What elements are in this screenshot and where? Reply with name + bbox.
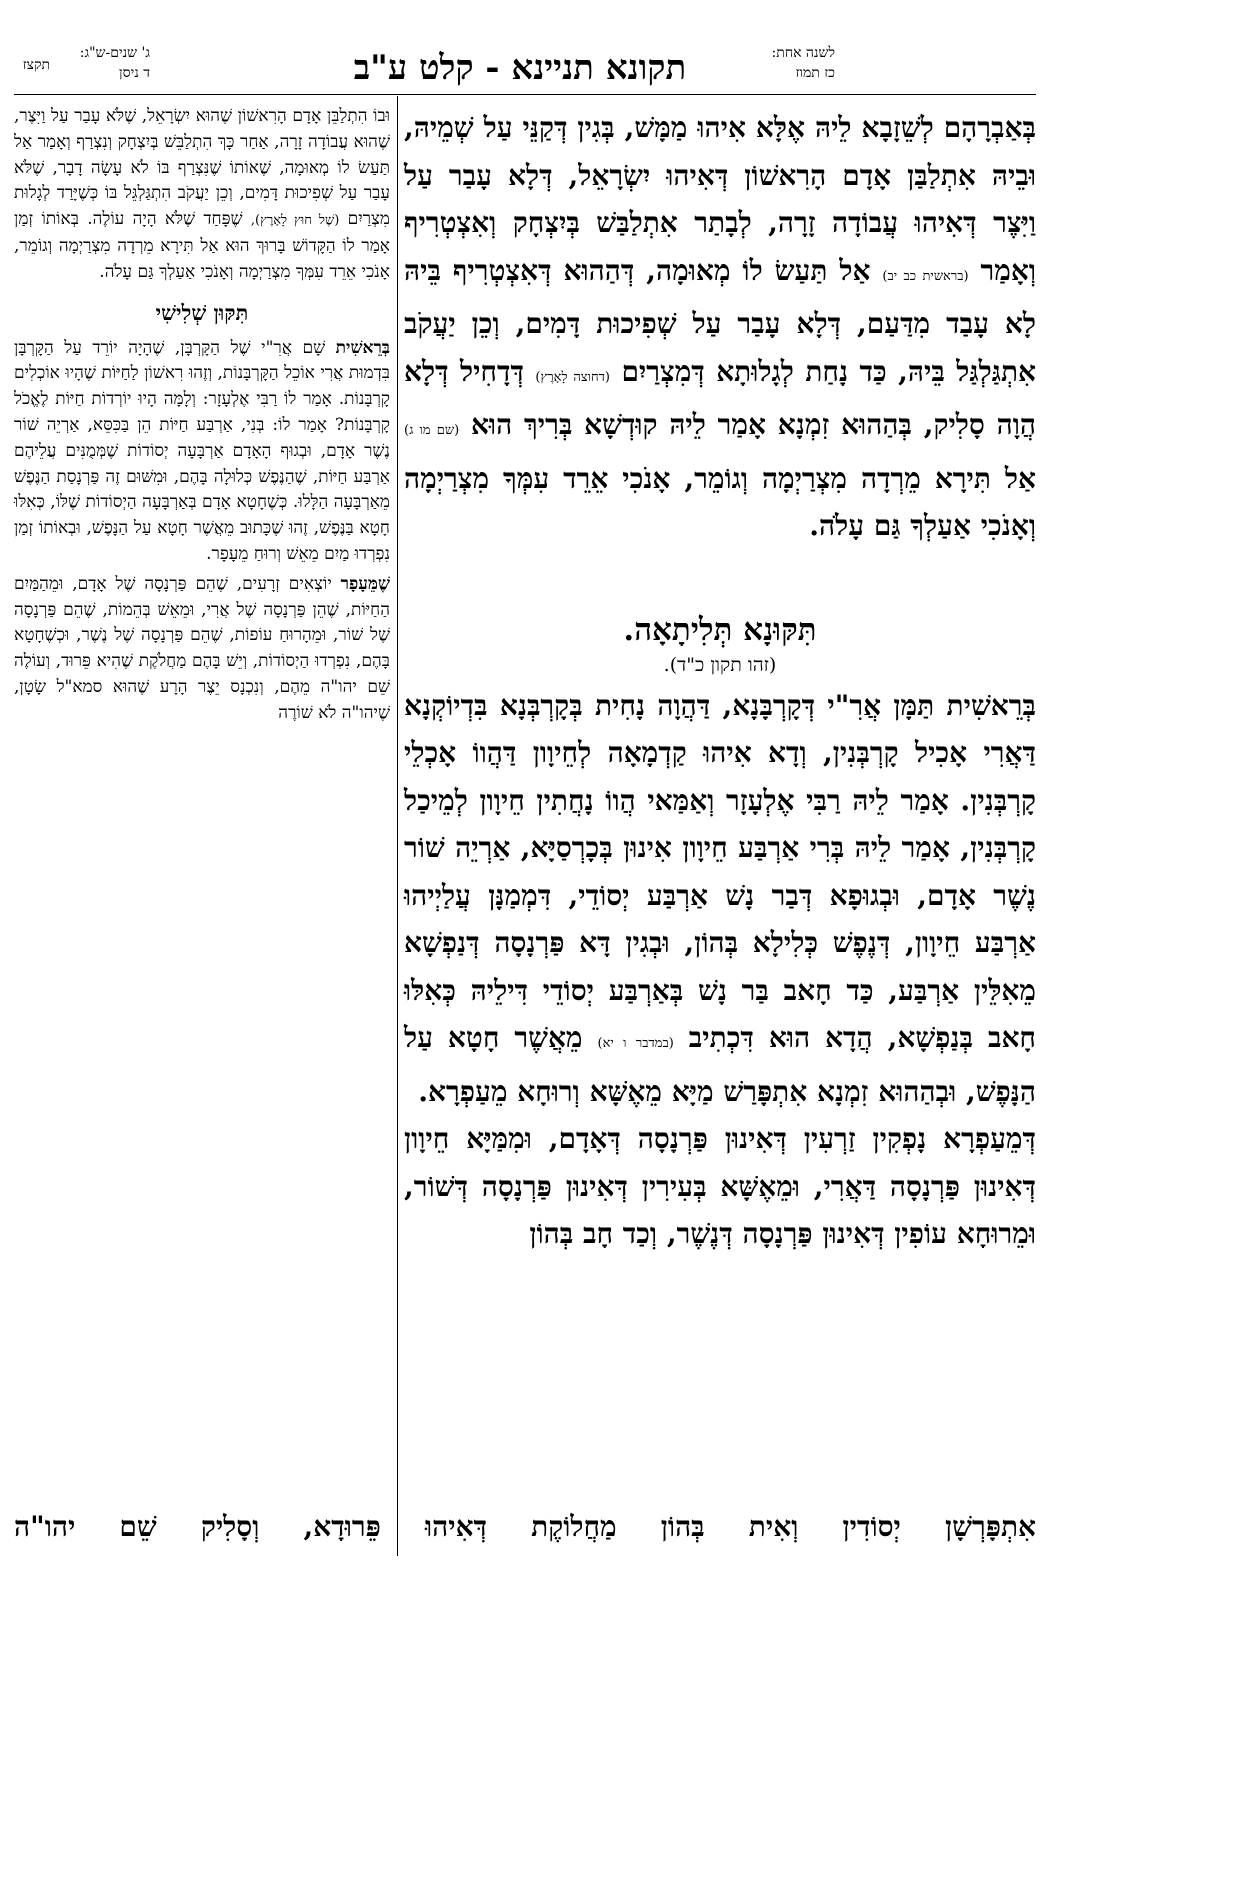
translation-heading: תִּקּוּן שְׁלִישִׁי <box>155 299 249 325</box>
translation-paragraph-2-lead: בְּרֵאשִׁית <box>335 337 390 358</box>
main-paragraph-2-text-b: מֵאֲשֶׁר חָטָא עַל הַנָּפֶשׁ, וּבְהַהוּא זִמְנָא אִתְפָּרַשׁ מַיָּא מֵאֶשָּׁא וְרוּחָא מֵעַפְרָא. <box>404 1021 1036 1108</box>
translation-paragraph-3-lead: שֶׁמֵּעָפָר <box>340 573 390 594</box>
header-left-dates: ג' שנים-ש"ג: <box>79 45 150 61</box>
citation-outside-land: (דחוצה לָאָרֶץ) <box>535 369 610 385</box>
translation-column <box>14 104 390 731</box>
translation-paragraph-1-text-a: וּבוֹ הִתְלַבֵּן אָדָם הָרִאשׁוֹן שֶׁהוּא יִשְׂרָאֵל, שֶׁלֹּא עָבַר עַל וַיִּצֶר, שֶׁהוּא עֲבוֹדָה זָרָה, אַחַר כָּךְ הִתְלַבֵּשׁ בְּיִצְחָק וְנִצְרַף וְאָמַר אַל תַּעַשׂ לוֹ מְאוּמָה, שֶׁאוֹתוֹ שֶׁנִּצְרַף בּוֹ לֹא עָשָׂה דָבָר, שֶׁלֹּא עָבַר עַל שְׁפִיכוּת דָּמִים, וְכֵן יַעֲקֹב הִתְגַּלְגֵּל בּוֹ כְּשֶׁיָּרַד לְגָלוּת מִצְרַיִם <box>14 106 390 230</box>
bottom-full-width-line: אִתְפָּרְשָׁן יְסוֹדִין וְאִית בְּהוֹן מַחֲלוֹקֶת דְּאִיהוּ פֵּרוּדָא, וְסָלִיק שֵׁם יהו"ה <box>14 1510 1036 1543</box>
column-divider <box>397 96 398 1556</box>
header-left-date2: ד ניסן <box>119 65 150 81</box>
main-paragraph-1-text-c: דְּדָחִיל דְּלָא הֲוָה סָלִיק, בְּהַהוּא זִמְנָא אָמַר לֵיהּ קוּדְשָׁא בְּרִיךְ הוּא <box>404 354 1036 441</box>
translation-paragraph-3-text: יוֹצְאִים זְרָעִים, שֶׁהֵם פַּרְנָסָה שֶׁל אָדָם, וּמֵהַמַּיִם הַחַיּוֹת, שֶׁהֵן פַּרְנָסָה שֶׁל אֲרִי, וּמֵאֵשׁ בְּהֵמוֹת, שֶׁהֵם פַּרְנָסָה שֶׁל שׁוֹר, וּמֵהָרוּחַ עוֹפוֹת, שֶׁהֵם פַּרְנָסָה שֶׁל נֶשֶׁר, וּכְשֶׁחָטָא בָּהֶם, נִפְרְדוּ הַיְסוֹדוֹת, וְיֵשׁ בָּהֶם מַחֲלֹקֶת שֶׁהִיא פֵּרוּד, וְעוֹלֶה שֵׁם יהו"ה מֵהֶם, וְנִכְנָס יֵצֶר הָרָע שֶׁהוּא סמא"ל שָׂטָן, שֶׁיהו"ה לֹא שׁוֹרֶה <box>14 573 390 723</box>
section-subheading: (זהו תקון כ"ד). <box>663 653 777 676</box>
translation-paragraph-2-text: שָׁם אֲרִ"י שֶׁל הַקָּרְבָּן, שֶׁהָיָה יוֹרֵד עַל הַקָּרְבָּן בִּדְמוּת אֲרִי אוֹכֵל הַקָּרְבָּנוֹת, וְזֶהוּ רִאשׁוֹן לַחַיּוֹת שֶׁהָיוּ אוֹכְלִים קָרְבָּנוֹת. אָמַר לוֹ רַבִּי אֶלְעָזָר: וְלָמָּה הָיוּ יוֹרְדוֹת חַיּוֹת לֶאֱכֹל קָרְבָּנוֹת? אָמַר לוֹ: בְּנִי, אַרְבַּע חַיּוֹת הֵן בַּכִּסֵּא, אַרְיֵה שׁוֹר נֶשֶׁר אָדָם, וּבְגוּף הָאָדָם אַרְבָּעָה יְסוֹדוֹת שֶׁמְּמֻנִּים עֲלֵיהֶם אַרְבַּע חַיּוֹת, שֶׁהַנֶּפֶשׁ כְּלוּלָה בָּהֶם, וּמִשּׁוּם זֶה פַּרְנָסַת הַנֶּפֶשׁ מֵאַרְבָּעָה הַלָּלוּ. כְּשֶׁחָטָא אָדָם בְּאַרְבָּעָה הַיְסוֹדוֹת שֶׁלּוֹ, כְּאִלּוּ חָטָא בַּנֶּפֶשׁ, זֶהוּ שֶׁכָּתוּב מֵאֲשֶׁר חָטָא עַל הַנָּפֶשׁ, וּבְאוֹתוֹ זְמַן נִפְרְדוּ מַיִם מֵאֵשׁ וְרוּחַ מֵעָפָר. <box>14 337 390 564</box>
translation-citation: (שֶׁל חוּץ לָאָרֶץ), <box>250 213 340 229</box>
header-right-date: כז תמוז <box>795 65 835 81</box>
main-paragraph-1-text-a: בְּאַבְרָהָם לְשֵׁזָבָא לֵיהּ אֶלָּא אִיהוּ מַמָּשׁ, בְּגִין דְּקַנֵּי עַל שְׁמֵיהּ, וּבֵיהּ אִתְלַבַּן אָדָם הָרִאשׁוֹן דְּאִיהוּ יִשְׂרָאֵל, דְּלָא עָבַר עַל וַיִּצֶר דְּאִיהוּ עֲבוֹדָה זָרָה, לְבָתַר אִתְלַבַּשׁ בְּיִצְחָק וְאִצְטְרִיף וְאָמַר <box>404 111 1037 287</box>
main-paragraph-1-text-b: אַל תַּעַשׂ לוֹ מְאוּמָה, דְּהַהוּא דְּאִצְטְרִיף בֵּיהּ לָא עָבַד מִדַּעַם, דְּלָא עָבַר עַל שְׁפִיכוּת דָּמִים, וְכֵן יַעֲקֹב אִתְגַּלְגַּל בֵּיהּ, כַּד נָחַת לְגָלוּתָא דְּמִצְרַיִם <box>404 253 1037 388</box>
section-heading: תִּקּוּנָא תְּלִיתָאָה. <box>623 611 817 648</box>
main-paragraph-1 <box>404 104 1036 550</box>
citation-genesis: (בראשית כב יב) <box>882 268 969 284</box>
header-rule <box>14 94 1036 95</box>
translation-paragraph-3 <box>14 572 390 727</box>
main-paragraph-1-text-d: אַל תִּירָא מֵרְדָה מִצְרַיְמָה וְגוֹמֵר, אָנֹכִי אֵרֵד עִמְּךָ מִצְרַיְמָה וְאָנֹכִי אַעַלְךָ גַּם עָלֹה. <box>404 461 1036 542</box>
page-title: תקונא תניינא - קלט ע"ב <box>353 48 687 88</box>
citation-numbers: (במדבר ו יא) <box>597 1036 674 1051</box>
main-paragraph-2-text-a: בְּרֵאשִׁית תַּמָּן אֲרִ"י דְּקָרְבָּנָא, דַּהֲוָה נָחִית בְּקָרְבְּנָא בִּדְיוֹקְנָא דַּאֲרִי אָכִיל קָרְבְּנִין, וְדָא אִיהוּ קַדְמָאָה לְחֵיוָון דַּהֲווֹ אָכְלֵי קָרְבְּנִין. אָמַר לֵיהּ רַבִּי אֶלְעָזָר וְאַמַּאי הֲווֹ נָחֲתִין חֵיוָון לְמֵיכַל קָרְבְּנִין, אָמַר לֵיהּ בְּרִי אַרְבַּע חֵיוָון אִינוּן בְּכָרְסַיָּא, אַרְיֵה שׁוֹר נֶשֶׁר אָדָם, וּבְגוּפָא דְּבַר נָשׁ אַרְבַּע יְסוֹדֵי, דִּמְמַנָּן עֲלַיְיהוּ אַרְבַּע חֵיוָון, דְּנֶפֶשׁ כְּלִילָא בְּהוֹן, וּבְגִין דָּא פַּרְנָסָה דְּנַפְשָׁא מֵאִלֵּין אַרְבַּע, כַּד חָאב בַּר נָשׁ בְּאַרְבַּע יְסוֹדֵי דִּילֵיהּ כְּאִלּוּ חָאב בְּנַפְשָׁא, הֲדָא הוּא דִּכְתִיב <box>404 688 1037 1054</box>
main-text-column <box>404 104 1036 1258</box>
translation-paragraph-1-text-b: שֶׁפָּחַד שֶׁלֹּא הָיָה עוֹלֶה. בְּאוֹתוֹ זְמַן אָמַר לוֹ הַקָּדוֹשׁ בָּרוּךְ הוּא אַל תִּירָא מֵרְדָה מִצְרַיְמָה וְגוֹמֵר, אָנֹכִי אֵרֵד עִמְּךָ מִצְרַיְמָה וְאָנֹכִי אַעַלְךָ גַּם עָלֹה. <box>14 209 390 282</box>
translation-paragraph-2 <box>14 336 390 568</box>
header-right-label: לשנה אחת: <box>771 45 835 61</box>
page-number: תקצז <box>22 57 50 73</box>
citation-same: (שם מו ג) <box>404 423 460 438</box>
translation-paragraph-1 <box>14 104 390 286</box>
main-paragraph-2 <box>404 682 1036 1116</box>
main-paragraph-3: דְּמֵעַפְרָא נָפְקִין זַרְעִין דְּאִינוּן פַּרְנָסָה דְּאָדָם, וּמִמַּיָּא חֵיוָון דְּאִינוּן פַּרְנָסָה דַּאֲרִי, וּמֵאֶשָּׁא בְּעִירִין דְּאִינוּן פַּרְנָסָה דְּשׁוֹר, וּמֵרוּחָא עוֹפִין דְּאִינוּן פַּרְנָסָה דְּנֶשֶׁר, וְכַד חָב בְּהוֹן <box>404 1122 1036 1250</box>
